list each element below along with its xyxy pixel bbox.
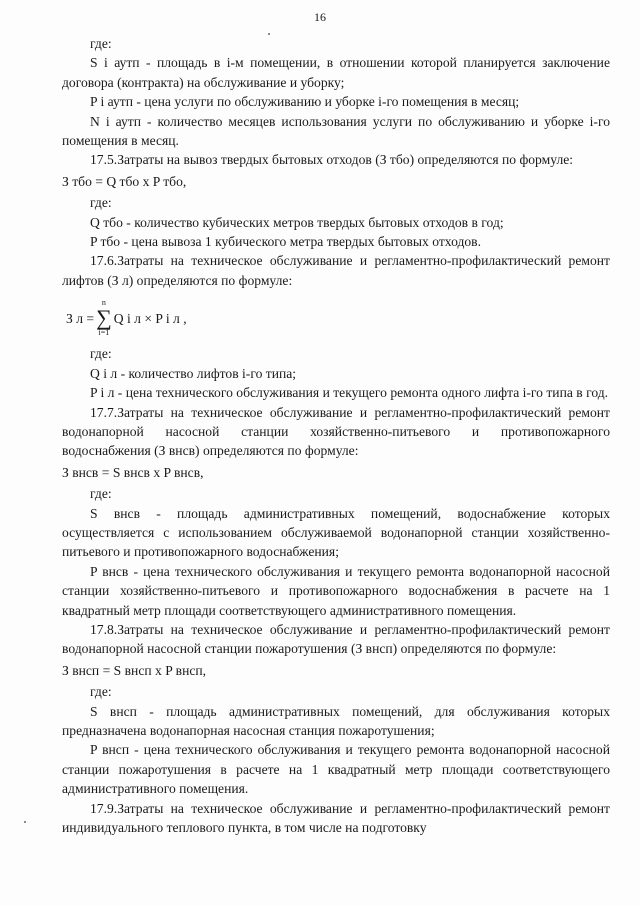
where-label: где:	[90, 486, 112, 502]
section-17-6-paragraph: 17.6.Затраты на техническое обслуживание и регламентно-профилактический ремонт лифтов (З л) определяются по формуле:	[62, 253, 610, 288]
page-number: 16	[314, 10, 326, 24]
definition-paragraph: S внсв - площадь административных помещений, водоснабжение которых осуществляется с использованием обслуживаемой водонапорной станции хозяйственно-питьевого и противопожарного водоснабжения;	[62, 505, 610, 560]
where-label: где:	[90, 36, 112, 51]
definition-paragraph: P внсв - цена технического обслуживания и текущего ремонта водонапорной насосной станции хозяйственно-питьевого и противопожарного водоснабжения в расчете на 1 квадратный метр площади соответствующего административного помещения.	[62, 563, 610, 618]
where-label: где:	[90, 346, 112, 362]
definition-paragraph: P тбо - цена вывоза 1 кубического метра твердых бытовых отходов.	[90, 234, 481, 250]
definition-paragraph: Q i л - количество лифтов i-го типа;	[90, 365, 297, 381]
formula-vnsp: З внсп = S внсп х P внсп,	[62, 662, 207, 678]
definition-paragraph: S i аутп - площадь в i-м помещении, в отношении которой планируется заключение договора (контракта) на обслуживание и уборку;	[62, 55, 610, 90]
scan-speck	[24, 821, 26, 823]
where-label: где:	[90, 195, 112, 211]
formula-lifts	[66, 292, 610, 344]
definition-paragraph: S внсп - площадь административных помещений, для обслуживания которых предназначена водонапорная насосная станция пожаротушения;	[62, 703, 610, 738]
section-17-7-paragraph: 17.7.Затраты на техническое обслуживание и регламентно-профилактический ремонт водонапорной насосной станции хозяйственно-питьевого и противопожарного водоснабжения (З внсв) определяются по формуле:	[62, 404, 610, 459]
scan-speck	[268, 33, 270, 35]
formula-vnsv: З внсв = S внсв х P внсв,	[62, 464, 204, 480]
definition-paragraph: Q тбо - количество кубических метров твердых бытовых отходов в год;	[90, 214, 504, 230]
document-body	[62, 34, 610, 837]
definition-paragraph: P i л - цена технического обслуживания и текущего ремонта одного лифта i-го типа в год.	[90, 385, 609, 401]
sum-upper-limit: n	[101, 298, 106, 308]
formula-rhs: Q i л × P i л ,	[113, 310, 187, 326]
section-17-9-paragraph: 17.9.Затраты на техническое обслуживание и регламентно-профилактический ремонт индивидуального теплового пункта, в том числе на подготовку	[62, 800, 610, 836]
formula-tbo: З тбо = Q тбо х P тбо,	[62, 173, 187, 189]
definition-paragraph: P i аутп - цена услуги по обслуживанию и уборке i-го помещения в месяц;	[90, 94, 520, 110]
summation	[96, 299, 112, 337]
sum-lower-limit: i=1	[98, 328, 110, 338]
section-17-8-paragraph: 17.8.Затраты на техническое обслуживание и регламентно-профилактический ремонт водонапорной насосной станции пожаротушения (З внсп) определяются по формуле:	[62, 621, 610, 657]
sigma-symbol: ∑	[96, 305, 112, 331]
formula-lhs: З л =	[66, 310, 95, 326]
definition-paragraph: P внсп - цена технического обслуживания и текущего ремонта водонапорной насосной станции пожаротушения в расчете на 1 квадратный метр площади соответствующего административного помещения.	[62, 742, 610, 797]
section-17-5-paragraph: 17.5.Затраты на вывоз твердых бытовых отходов (З тбо) определяются по формуле:	[90, 152, 574, 168]
where-label: где:	[90, 684, 112, 700]
definition-paragraph: N i аутп - количество месяцев использования услуги по обслуживанию и уборке i-го помещения в месяц.	[62, 113, 610, 149]
